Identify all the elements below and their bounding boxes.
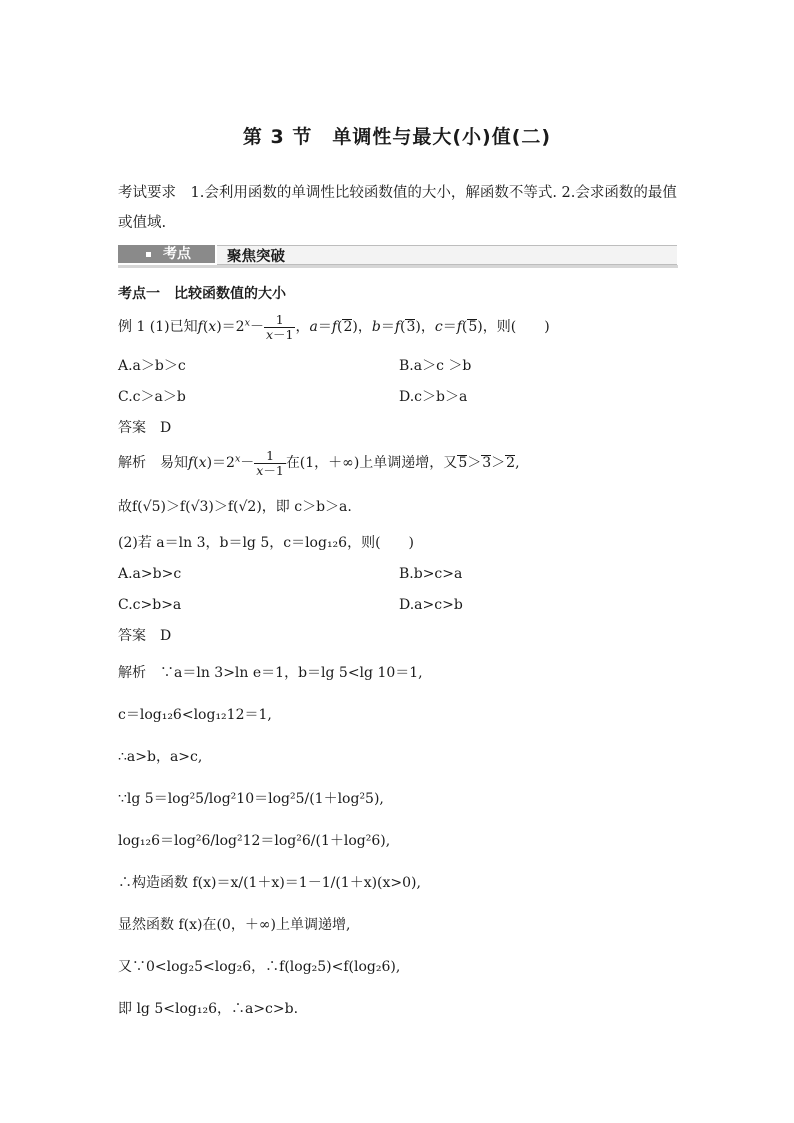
ex2-answer — [118, 627, 171, 645]
ex1-analysis-label: 解析 — [118, 455, 146, 471]
ex1-option-a: A.a＞b＞c — [118, 358, 186, 374]
ex2-analysis-step9: 即 lg 5<log₁₂6，∴a>c>b. — [118, 1001, 299, 1017]
square-bullet-icon — [146, 252, 151, 257]
page-title: 第 3 节 单调性与最大(小)值(二) — [242, 126, 552, 148]
ex2-analysis-label: 解析 — [118, 665, 146, 681]
ex1-question: 例 1 (1)已知$f(x)=2^x-$ $\frac{1}{x-1}$ ，a＝f(2)，b＝f(3)，c＝f(5)，则( ) — [118, 311, 550, 342]
ex1-answer-label: 答案 — [118, 420, 146, 436]
section-band — [118, 242, 678, 266]
section-band-shadow — [118, 265, 678, 268]
ex1-option-b: B.a＞c ＞b — [399, 358, 472, 374]
section-tag — [118, 245, 215, 263]
ex2-analysis-step4: ∵lg 5＝log²5/log²10＝log²5/(1＋log²5), — [118, 791, 384, 807]
ex2-answer-value: D — [160, 628, 172, 644]
ex1-fraction: $\frac{1}{x-1}$ — [265, 311, 294, 342]
point1-heading: 考点一 比较函数值的大小 — [118, 286, 286, 302]
section-label-text: 聚焦突破 — [227, 249, 285, 265]
exam-requirements — [118, 178, 680, 238]
ex2-option-d: D.a>c>b — [399, 597, 463, 613]
section-tag-text: 考点 — [163, 246, 191, 262]
ex2-question: (2)若 a＝ln 3，b＝lg 5，c＝log₁₂6，则( ) — [118, 535, 415, 551]
ex2-analysis-step2: c＝log₁₂6<log₁₂12＝1, — [118, 707, 272, 723]
ex1-analysis-line1: 解析 易知$f(x)=2^x-$ $\frac{1}{x-1}$ 在(1，＋∞)上单调递增，又5＞3＞2, — [118, 447, 520, 478]
exam-requirements-text: 1.会利用函数的单调性比较函数值的大小，解函数不等式. 2.会求函数的最值或值域. — [118, 185, 677, 231]
ex1-label: 例 1 (1)已知 — [118, 319, 198, 335]
ex1-option-d: D.c＞b＞a — [399, 389, 468, 405]
ex2-analysis-step1: 解析 ∵a＝ln 3>ln e＝1，b＝lg 5<lg 10＝1, — [118, 665, 423, 681]
section-label-box — [217, 245, 677, 265]
ex2-analysis-step8: 又∵0<log₂5<log₂6，∴f(log₂5)<f(log₂6), — [118, 959, 401, 975]
ex2-option-b: B.b>c>a — [399, 566, 463, 582]
ex1-option-c: C.c＞a＞b — [118, 389, 186, 405]
ex2-option-c: C.c>b>a — [118, 597, 182, 613]
exam-requirements-label: 考试要求 — [118, 185, 176, 201]
ex2-analysis-step5: log₁₂6＝log²6/log²12＝log²6/(1＋log²6), — [118, 833, 391, 849]
ex2-answer-label: 答案 — [118, 628, 146, 644]
ex2-analysis-step7: 显然函数 f(x)在(0，＋∞)上单调递增, — [118, 917, 351, 933]
ex2-analysis-step3: ∴a>b，a>c, — [118, 749, 203, 765]
ex2-option-a: A.a>b>c — [118, 566, 182, 582]
ex1-answer-value: D — [160, 420, 172, 436]
ex1-analysis-line2: 故f(√5)＞f(√3)＞f(√2)，即 c＞b＞a. — [118, 499, 352, 515]
ex1-answer — [118, 419, 171, 437]
ex2-analysis-step6: ∴构造函数 f(x)＝x/(1＋x)＝1－1/(1＋x)(x>0), — [118, 875, 421, 891]
